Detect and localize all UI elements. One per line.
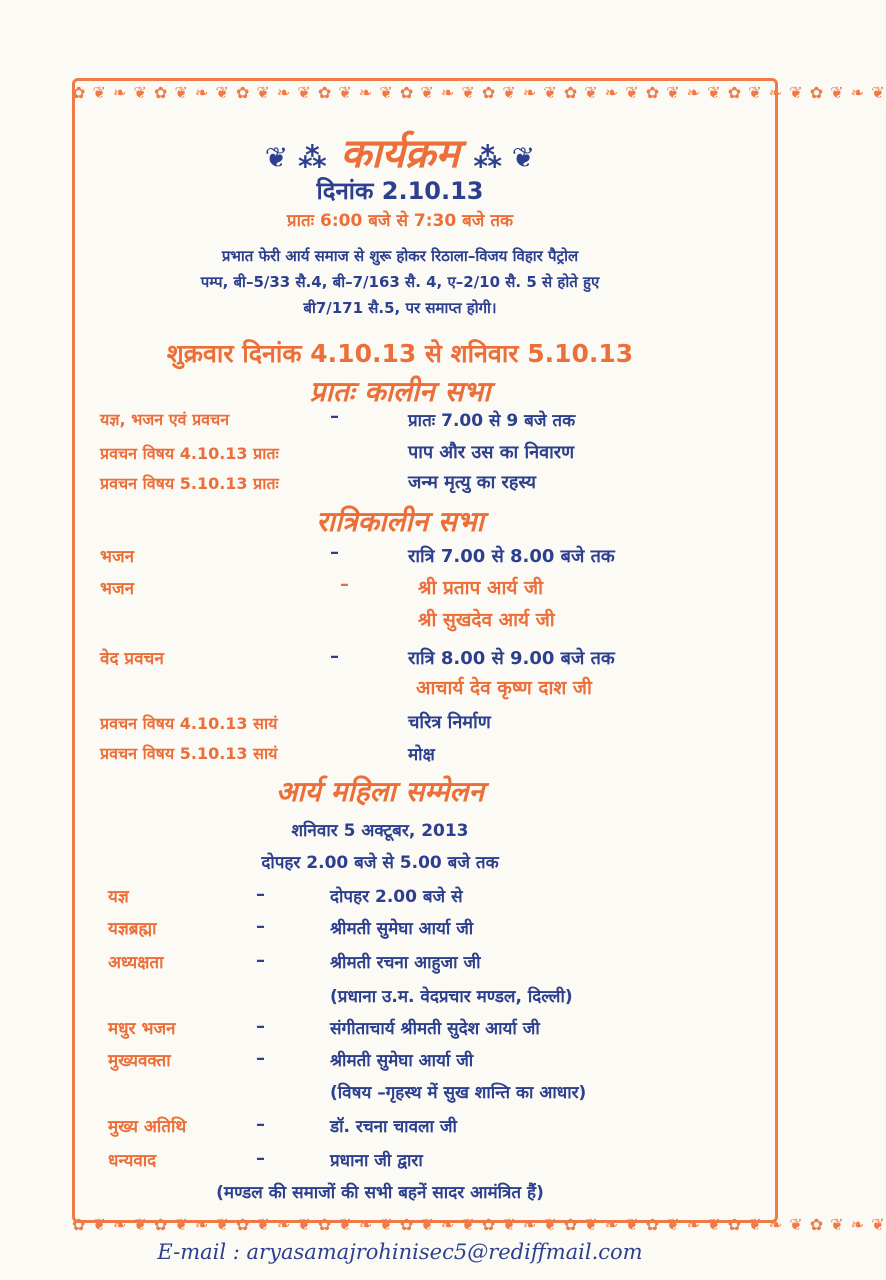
women-value-9: प्रधाना जी द्वारा — [330, 1151, 423, 1171]
evening-label-1: भजन — [100, 547, 134, 567]
women-dash-9: – — [256, 1148, 265, 1169]
morning-value-3: जन्म मृत्यु का रहस्य — [408, 472, 536, 493]
morning-value-1: प्रातः 7.00 से 9 बजे तक — [408, 411, 576, 431]
women-label-1: यज्ञ — [108, 887, 129, 907]
program-date: दिनांक 2.10.13 — [316, 177, 484, 205]
women-value-1: दोपहर 2.00 बजे से — [330, 887, 463, 907]
evening-label-4: वेद प्रवचन — [100, 649, 164, 669]
women-dash-3: – — [256, 950, 265, 971]
invitation-note: (मण्डल की समाजों की सभी बहनें सादर आमंत्रित हैं) — [216, 1183, 544, 1203]
evening-label-6: प्रवचन विषय 4.10.13 सायं — [100, 714, 278, 733]
evening-heading: रात्रिकालीन सभा — [316, 505, 484, 538]
intro-line-2: पम्प, बी–5/33 सै.4, बी–7/163 सै. 4, ए–2/10 सै. 5 से होते हुए — [200, 273, 600, 291]
date-range: शुक्रवार दिनांक 4.10.13 से शनिवार 5.10.13 — [166, 339, 634, 368]
women-value-3: श्रीमती रचना आहुजा जी — [330, 953, 481, 973]
border-ornament-top: ✿ ❦ ❧ ❦ ✿ ❦ ❧ ❦ ✿ ❦ ❧ ❦ ✿ ❦ ❧ ❦ ✿ ❦ ❧ ❦ ✿ ❦ ❧ ❦ ✿ ❦ ❧ ❦ ✿ ❦ ❧ ❦ ✿ ❦ ❧ ❦ ✿ ❦ ❧ ❦ — [72, 83, 886, 102]
women-value-5: संगीताचार्य श्रीमती सुदेश आर्या जी — [330, 1019, 540, 1039]
evening-value-7: मोक्ष — [408, 745, 435, 765]
page-title — [0, 124, 800, 179]
women-dash-2: – — [256, 916, 265, 937]
women-dash-1: – — [256, 884, 265, 905]
women-value-2: श्रीमती सुमेघा आर्या जी — [330, 919, 474, 939]
evening-label-7: प्रवचन विषय 5.10.13 सायं — [100, 744, 278, 763]
border-ornament-bottom: ✿ ❦ ❧ ❦ ✿ ❦ ❧ ❦ ✿ ❦ ❧ ❦ ✿ ❦ ❧ ❦ ✿ ❦ ❧ ❦ ✿ ❦ ❧ ❦ ✿ ❦ ❧ ❦ ✿ ❦ ❧ ❦ ✿ ❦ ❧ ❦ ✿ ❦ ❧ ❦ — [72, 1215, 886, 1234]
women-label-2: यज्ञब्रह्मा — [108, 919, 157, 939]
women-value-8: डॉ. रचना चावला जी — [330, 1117, 457, 1137]
women-heading: आर्य महिला सम्मेलन — [275, 775, 485, 808]
evening-value-1: रात्रि 7.00 से 8.00 बजे तक — [408, 546, 615, 567]
evening-dash-1: – — [330, 542, 339, 563]
evening-value-4: रात्रि 8.00 से 9.00 बजे तक — [408, 648, 615, 669]
evening-value-6: चरित्र निर्माण — [408, 712, 491, 733]
evening-value-2: श्री प्रताप आर्य जी — [418, 577, 544, 599]
intro-line-3: बी7/171 सै.5, पर समाप्त होगी। — [303, 299, 497, 317]
women-label-8: मुख्य अतिथि — [108, 1117, 187, 1137]
morning-label-2: प्रवचन विषय 4.10.13 प्रातः — [100, 444, 279, 463]
evening-label-2: भजन — [100, 579, 134, 599]
women-dash-5: – — [256, 1016, 265, 1037]
women-date: शनिवार 5 अक्टूबर, 2013 — [291, 821, 469, 841]
women-label-6: मुख्यवक्ता — [108, 1051, 171, 1071]
morning-label-3: प्रवचन विषय 5.10.13 प्रातः — [100, 474, 279, 493]
morning-value-2: पाप और उस का निवारण — [408, 442, 575, 463]
intro-line-1: प्रभात फेरी आर्य समाज से शुरू होकर रिठाला–विजय विहार पैट्रोल — [221, 247, 579, 265]
evening-value-5: आचार्य देव कृष्ण दाश जी — [416, 677, 592, 699]
women-value-7: (विषय –गृहस्थ में सुख शान्ति का आधार) — [330, 1083, 587, 1103]
morning-heading: प्रातः कालीन सभा — [309, 375, 491, 408]
flourish-left-icon: ❦ ⁂ — [264, 141, 327, 174]
women-label-9: धन्यवाद — [108, 1151, 157, 1171]
title-text: कार्यक्रम — [340, 131, 460, 177]
women-dash-8: – — [256, 1114, 265, 1135]
program-time: प्रातः 6:00 बजे से 7:30 बजे तक — [286, 211, 514, 231]
evening-dash-4: – — [330, 646, 339, 667]
women-time: दोपहर 2.00 बजे से 5.00 बजे तक — [261, 853, 499, 873]
morning-label-1: यज्ञ, भजन एवं प्रवचन — [100, 410, 230, 429]
morning-dash-1: – — [330, 406, 339, 427]
women-dash-6: – — [256, 1048, 265, 1069]
email-address: E-mail : aryasamajrohinisec5@rediffmail.com — [157, 1240, 643, 1264]
women-value-6: श्रीमती सुमेघा आर्या जी — [330, 1051, 474, 1071]
women-label-5: मधुर भजन — [108, 1019, 176, 1039]
flourish-right-icon: ⁂ ❦ — [473, 141, 536, 174]
women-value-4: (प्रधाना उ.म. वेदप्रचार मण्डल, दिल्ली) — [330, 987, 573, 1007]
women-label-3: अध्यक्षता — [108, 953, 164, 973]
evening-value-3: श्री सुखदेव आर्य जी — [418, 609, 555, 631]
evening-dash-2: – — [340, 574, 349, 595]
